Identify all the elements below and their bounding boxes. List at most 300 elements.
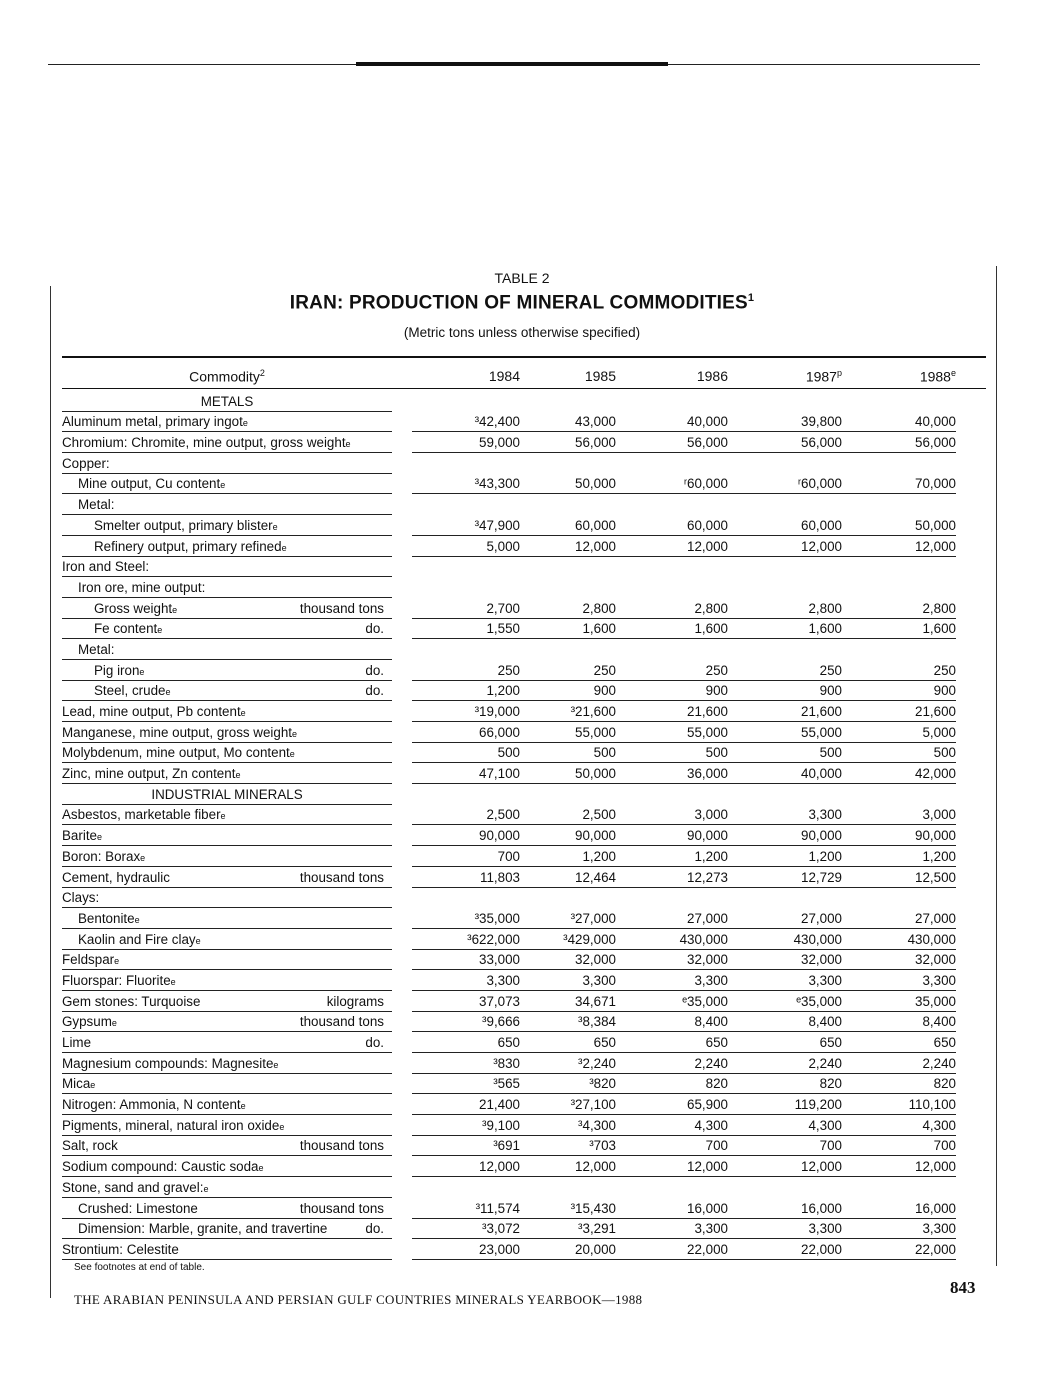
- commodity-label: Metal:: [78, 497, 115, 513]
- commodity-cell: [62, 1053, 392, 1074]
- commodity-cell: [62, 1115, 392, 1136]
- estimate-mark: e: [240, 1101, 246, 1112]
- commodity-label: Kaolin and Fire clay: [78, 931, 196, 947]
- value-cell-1988: 2,800: [842, 598, 956, 619]
- value-cell-1987: [728, 557, 842, 578]
- value-cell-1988: 21,600: [842, 701, 956, 722]
- value-cell-1988: 650: [842, 1032, 956, 1053]
- commodity-cell: [62, 619, 392, 640]
- value-cell-1984: 33,000: [412, 950, 520, 971]
- unit-label: thousand tons: [299, 1200, 384, 1216]
- estimate-mark: e: [96, 832, 102, 843]
- value-cell-1988: [842, 391, 956, 412]
- table-row: [62, 1115, 986, 1136]
- value-cell-1985: 900: [520, 681, 616, 702]
- right-margin-rule: [996, 266, 997, 1266]
- value-cell-1988: 820: [842, 1074, 956, 1095]
- commodity-label: Mica: [62, 1076, 91, 1092]
- value-cell-1985: ³4,300: [520, 1115, 616, 1136]
- table-row: [62, 1239, 986, 1260]
- value-cell-1986: 40,000: [616, 412, 728, 433]
- commodity-cell: [62, 494, 392, 515]
- table-row: [62, 825, 986, 846]
- commodity-cell: [62, 722, 392, 743]
- value-cell-1986: 8,400: [616, 1012, 728, 1033]
- value-cell-1984: ³622,000: [412, 929, 520, 950]
- header-year-1988-mark: e: [950, 367, 956, 378]
- table-row: [62, 763, 986, 784]
- unit-label: thousand tons: [299, 1014, 384, 1030]
- commodity-cell: [62, 1198, 392, 1219]
- table-row: [62, 681, 986, 702]
- value-cell-1984: [412, 577, 520, 598]
- value-cell-1985: 3,300: [520, 970, 616, 991]
- value-cell-1987: [728, 1177, 842, 1198]
- commodity-label: Steel, crude: [94, 683, 166, 699]
- header-year-1984: [412, 368, 520, 384]
- value-cell-1984: 2,700: [412, 598, 520, 619]
- commodity-label: Aluminum metal, primary ingot: [62, 414, 243, 430]
- table-title-text: IRAN: PRODUCTION OF MINERAL COMMODITIES: [289, 292, 748, 314]
- commodity-cell: [62, 1177, 392, 1198]
- value-cell-1986: 21,600: [616, 701, 728, 722]
- value-cell-1986: 3,300: [616, 970, 728, 991]
- estimate-mark: e: [111, 1018, 117, 1029]
- estimate-mark: e: [140, 852, 146, 863]
- value-cell-1986: 2,240: [616, 1053, 728, 1074]
- value-cell-1985: 50,000: [520, 474, 616, 495]
- value-cell-1988: [842, 639, 956, 660]
- header-commodity-note: 2: [259, 367, 265, 378]
- value-cell-1987: ᵉ35,000: [728, 991, 842, 1012]
- table-row: [62, 970, 986, 991]
- value-cell-1985: 650: [520, 1032, 616, 1053]
- value-cell-1984: 90,000: [412, 825, 520, 846]
- commodity-cell: [62, 1074, 392, 1095]
- value-cell-1985: ³703: [520, 1136, 616, 1157]
- value-cell-1986: [616, 494, 728, 515]
- value-cell-1986: 3,300: [616, 1219, 728, 1240]
- header-year-1985: [520, 368, 616, 384]
- commodity-label: Zinc, mine output, Zn content: [62, 766, 236, 782]
- commodity-cell: [62, 846, 392, 867]
- value-cell-1988: 12,000: [842, 536, 956, 557]
- commodity-cell: [62, 1032, 392, 1053]
- value-cell-1984: 11,803: [412, 867, 520, 888]
- value-cell-1985: [520, 453, 616, 474]
- value-cell-1984: ³42,400: [412, 412, 520, 433]
- table-body: [62, 391, 986, 1260]
- value-cell-1987: 119,200: [728, 1094, 842, 1115]
- value-cell-1985: 1,600: [520, 619, 616, 640]
- commodity-cell: [62, 660, 392, 681]
- value-cell-1986: [616, 639, 728, 660]
- commodity-cell: [62, 474, 392, 495]
- commodity-label: Refinery output, primary refined: [94, 538, 282, 554]
- value-cell-1988: 1,200: [842, 846, 956, 867]
- table-row: [62, 432, 986, 453]
- value-cell-1985: 90,000: [520, 825, 616, 846]
- table-row: [62, 867, 986, 888]
- commodity-cell: [62, 763, 392, 784]
- value-cell-1987: 40,000: [728, 763, 842, 784]
- commodity-label: Boron: Borax: [62, 848, 141, 864]
- commodity-cell: [62, 681, 392, 702]
- value-cell-1988: [842, 453, 956, 474]
- unit-label: do.: [365, 662, 384, 678]
- commodity-cell: [62, 888, 392, 909]
- value-cell-1986: [616, 557, 728, 578]
- value-cell-1985: 500: [520, 743, 616, 764]
- table-row: [62, 929, 986, 950]
- value-cell-1984: [412, 639, 520, 660]
- commodity-label: Sodium compound: Caustic soda: [62, 1159, 259, 1175]
- estimate-mark: e: [273, 1059, 279, 1070]
- value-cell-1984: 37,073: [412, 991, 520, 1012]
- top-rule-thick: [356, 62, 668, 66]
- commodity-label: Bentonite: [78, 910, 135, 926]
- value-cell-1984: 21,400: [412, 1094, 520, 1115]
- commodity-cell: [62, 1219, 392, 1240]
- value-cell-1985: 2,800: [520, 598, 616, 619]
- table-row: [62, 722, 986, 743]
- value-cell-1984: [412, 453, 520, 474]
- value-cell-1985: [520, 391, 616, 412]
- commodity-label: Fluorspar: Fluorite: [62, 972, 171, 988]
- table-row: [62, 515, 986, 536]
- page-number: 843: [950, 1278, 976, 1297]
- value-cell-1988: 16,000: [842, 1198, 956, 1219]
- value-cell-1986: 3,000: [616, 805, 728, 826]
- value-cell-1988: 110,100: [842, 1094, 956, 1115]
- table-row: [62, 1012, 986, 1033]
- table-row: [62, 743, 986, 764]
- estimate-mark: e: [114, 956, 120, 967]
- value-cell-1986: ʳ60,000: [616, 474, 728, 495]
- estimate-mark: e: [157, 625, 163, 636]
- value-cell-1984: ³691: [412, 1136, 520, 1157]
- table-title: [0, 292, 1044, 314]
- value-cell-1984: 5,000: [412, 536, 520, 557]
- value-cell-1987: 250: [728, 660, 842, 681]
- value-cell-1987: 90,000: [728, 825, 842, 846]
- table-row: [62, 474, 986, 495]
- commodity-label: Smelter output, primary blister: [94, 517, 273, 533]
- value-cell-1986: [616, 784, 728, 805]
- value-cell-1987: 2,240: [728, 1053, 842, 1074]
- value-cell-1987: [728, 453, 842, 474]
- commodity-label: Chromium: Chromite, mine output, gross weight: [62, 435, 346, 451]
- commodity-label: METALS: [200, 393, 254, 409]
- value-cell-1987: 650: [728, 1032, 842, 1053]
- estimate-mark: e: [240, 708, 246, 718]
- table-row: [62, 1032, 986, 1053]
- unit-label: thousand tons: [299, 1138, 384, 1154]
- value-cell-1988: [842, 577, 956, 598]
- value-cell-1985: 56,000: [520, 432, 616, 453]
- table-row: [62, 577, 986, 598]
- table-subtitle: (Metric tons unless otherwise specified): [403, 325, 641, 340]
- commodity-cell: [62, 391, 392, 412]
- estimate-mark: e: [279, 1121, 285, 1132]
- value-cell-1988: 430,000: [842, 929, 956, 950]
- value-cell-1985: 1,200: [520, 846, 616, 867]
- value-cell-1984: 3,300: [412, 970, 520, 991]
- value-cell-1988: 900: [842, 681, 956, 702]
- value-cell-1988: 27,000: [842, 908, 956, 929]
- table-row: [62, 639, 986, 660]
- value-cell-1988: 32,000: [842, 950, 956, 971]
- value-cell-1986: 60,000: [616, 515, 728, 536]
- value-cell-1985: [520, 639, 616, 660]
- unit-label: do.: [365, 683, 384, 699]
- estimate-mark: e: [220, 480, 226, 491]
- value-cell-1988: 70,000: [842, 474, 956, 495]
- commodity-cell: [62, 1136, 392, 1157]
- value-cell-1985: 2,500: [520, 805, 616, 826]
- value-cell-1985: 12,000: [520, 1156, 616, 1177]
- commodity-label: Clays:: [62, 890, 100, 906]
- value-cell-1987: 12,000: [728, 536, 842, 557]
- value-cell-1986: [616, 577, 728, 598]
- header-year-1986-text: 1986: [696, 368, 728, 384]
- value-cell-1987: 820: [728, 1074, 842, 1095]
- commodity-label: Fe content: [94, 621, 158, 637]
- value-cell-1986: 650: [616, 1032, 728, 1053]
- value-cell-1987: 700: [728, 1136, 842, 1157]
- commodity-label: Molybdenum, mine output, Mo content: [62, 745, 290, 761]
- header-year-1987-text: 1987: [805, 368, 837, 385]
- value-cell-1984: 47,100: [412, 763, 520, 784]
- value-cell-1984: ³43,300: [412, 474, 520, 495]
- commodity-cell: [62, 639, 392, 660]
- section-header-row: [62, 391, 986, 412]
- value-cell-1988: 3,300: [842, 1219, 956, 1240]
- value-cell-1985: ³429,000: [520, 929, 616, 950]
- value-cell-1987: 500: [728, 743, 842, 764]
- value-cell-1988: 8,400: [842, 1012, 956, 1033]
- commodity-cell: [62, 1239, 392, 1260]
- value-cell-1984: ³11,574: [412, 1198, 520, 1219]
- value-cell-1987: 32,000: [728, 950, 842, 971]
- value-cell-1985: ³2,240: [520, 1053, 616, 1074]
- value-cell-1984: ³830: [412, 1053, 520, 1074]
- value-cell-1986: 22,000: [616, 1239, 728, 1260]
- value-cell-1986: 65,900: [616, 1094, 728, 1115]
- value-cell-1984: 59,000: [412, 432, 520, 453]
- value-cell-1986: ᵉ35,000: [616, 991, 728, 1012]
- commodity-cell: [62, 784, 392, 805]
- value-cell-1987: 56,000: [728, 432, 842, 453]
- value-cell-1987: [728, 888, 842, 909]
- commodity-cell: [62, 515, 392, 536]
- estimate-mark: e: [134, 914, 140, 925]
- commodity-cell: [62, 950, 392, 971]
- value-cell-1987: 16,000: [728, 1198, 842, 1219]
- commodity-label: Strontium: Celestite: [62, 1241, 179, 1257]
- value-cell-1986: 36,000: [616, 763, 728, 784]
- commodity-label: Gross weight: [94, 600, 173, 616]
- value-cell-1986: 32,000: [616, 950, 728, 971]
- value-cell-1985: ³3,291: [520, 1219, 616, 1240]
- commodity-label: Stone, sand and gravel:: [62, 1179, 204, 1195]
- header-year-1988: [842, 368, 956, 385]
- value-cell-1984: 66,000: [412, 722, 520, 743]
- value-cell-1984: [412, 888, 520, 909]
- commodity-label: Crushed: Limestone: [78, 1200, 198, 1216]
- value-cell-1988: 250: [842, 660, 956, 681]
- commodity-cell: [62, 557, 392, 578]
- running-footer: THE ARABIAN PENINSULA AND PERSIAN GULF COUNTRIES MINERALS YEARBOOK—1988: [74, 1292, 643, 1307]
- value-cell-1988: 12,500: [842, 867, 956, 888]
- value-cell-1986: 55,000: [616, 722, 728, 743]
- value-cell-1987: [728, 784, 842, 805]
- value-cell-1987: 900: [728, 681, 842, 702]
- value-cell-1987: 3,300: [728, 970, 842, 991]
- estimate-mark: e: [281, 542, 287, 553]
- value-cell-1985: 12,000: [520, 536, 616, 557]
- header-top-rule: [62, 356, 986, 358]
- value-cell-1986: [616, 1177, 728, 1198]
- commodity-label: Gypsum: [62, 1014, 112, 1030]
- value-cell-1986: 500: [616, 743, 728, 764]
- value-cell-1987: [728, 577, 842, 598]
- value-cell-1985: 34,671: [520, 991, 616, 1012]
- value-cell-1987: 12,000: [728, 1156, 842, 1177]
- table-row: [62, 536, 986, 557]
- table-row: [62, 1053, 986, 1074]
- value-cell-1984: ³9,100: [412, 1115, 520, 1136]
- value-cell-1987: [728, 639, 842, 660]
- commodity-label: Pigments, mineral, natural iron oxide: [62, 1117, 280, 1133]
- table-row: [62, 950, 986, 971]
- table-row: [62, 557, 986, 578]
- value-cell-1988: 90,000: [842, 825, 956, 846]
- value-cell-1985: ³8,384: [520, 1012, 616, 1033]
- estimate-mark: e: [90, 1080, 96, 1091]
- commodity-cell: [62, 432, 392, 453]
- commodity-label: Iron ore, mine output:: [78, 579, 206, 595]
- title-footnote-mark: 1: [747, 292, 755, 304]
- value-cell-1984: ³3,072: [412, 1219, 520, 1240]
- header-year-1984-text: 1984: [488, 368, 520, 384]
- header-year-1988-text: 1988: [919, 368, 951, 385]
- production-table: [62, 356, 986, 1260]
- value-cell-1985: 12,464: [520, 867, 616, 888]
- commodity-label: Magnesium compounds: Magnesite: [62, 1055, 274, 1071]
- estimate-mark: e: [195, 935, 201, 946]
- value-cell-1987: 1,200: [728, 846, 842, 867]
- section-header-row: [62, 784, 986, 805]
- value-cell-1984: 650: [412, 1032, 520, 1053]
- value-cell-1988: 5,000: [842, 722, 956, 743]
- value-cell-1988: 35,000: [842, 991, 956, 1012]
- table-header: [62, 364, 986, 389]
- value-cell-1984: 1,550: [412, 619, 520, 640]
- commodity-cell: [62, 929, 392, 950]
- table-row: [62, 701, 986, 722]
- commodity-label: Cement, hydraulic: [62, 869, 170, 885]
- value-cell-1985: 60,000: [520, 515, 616, 536]
- header-year-1986: [616, 368, 728, 384]
- estimate-mark: e: [172, 604, 178, 615]
- commodity-label: Metal:: [78, 641, 115, 657]
- value-cell-1985: 43,000: [520, 412, 616, 433]
- value-cell-1988: 2,240: [842, 1053, 956, 1074]
- commodity-label: Nitrogen: Ammonia, N content: [62, 1097, 241, 1113]
- value-cell-1984: [412, 557, 520, 578]
- value-cell-1988: 22,000: [842, 1239, 956, 1260]
- estimate-mark: e: [220, 811, 226, 822]
- commodity-cell: [62, 970, 392, 991]
- value-cell-1988: 50,000: [842, 515, 956, 536]
- value-cell-1984: [412, 1177, 520, 1198]
- value-cell-1987: 60,000: [728, 515, 842, 536]
- estimate-mark: e: [139, 666, 145, 677]
- value-cell-1985: [520, 494, 616, 515]
- estimate-mark: e: [203, 1183, 209, 1194]
- value-cell-1986: 56,000: [616, 432, 728, 453]
- table-row: [62, 453, 986, 474]
- value-cell-1985: ³27,000: [520, 908, 616, 929]
- commodity-label: Gem stones: Turquoise: [62, 993, 201, 1009]
- header-year-1985-text: 1985: [584, 368, 616, 384]
- value-cell-1986: 820: [616, 1074, 728, 1095]
- value-cell-1987: 3,300: [728, 1219, 842, 1240]
- commodity-label: Lead, mine output, Pb content: [62, 704, 241, 719]
- commodity-cell: [62, 1094, 392, 1115]
- value-cell-1988: [842, 888, 956, 909]
- commodity-label: Manganese, mine output, gross weight: [62, 724, 293, 740]
- commodity-label: Copper:: [62, 455, 110, 471]
- commodity-cell: [62, 867, 392, 888]
- table-row: [62, 619, 986, 640]
- value-cell-1986: 1,600: [616, 619, 728, 640]
- value-cell-1987: 39,800: [728, 412, 842, 433]
- value-cell-1985: [520, 1177, 616, 1198]
- value-cell-1988: 56,000: [842, 432, 956, 453]
- value-cell-1987: ʳ60,000: [728, 474, 842, 495]
- value-cell-1986: 16,000: [616, 1198, 728, 1219]
- left-margin-rule: [50, 286, 51, 1298]
- commodity-label: Mine output, Cu content: [78, 476, 221, 492]
- commodity-cell: [62, 412, 392, 433]
- value-cell-1985: [520, 784, 616, 805]
- value-cell-1986: [616, 888, 728, 909]
- value-cell-1986: 2,800: [616, 598, 728, 619]
- value-cell-1987: 8,400: [728, 1012, 842, 1033]
- value-cell-1984: [412, 391, 520, 412]
- commodity-label: Iron and Steel:: [62, 559, 150, 575]
- value-cell-1988: [842, 784, 956, 805]
- value-cell-1984: ³565: [412, 1074, 520, 1095]
- table-row: [62, 412, 986, 433]
- header-commodity-text: Commodity: [189, 368, 260, 385]
- table-row: [62, 660, 986, 681]
- value-cell-1988: 42,000: [842, 763, 956, 784]
- value-cell-1988: 700: [842, 1136, 956, 1157]
- value-cell-1987: 1,600: [728, 619, 842, 640]
- commodity-label: Salt, rock: [62, 1138, 118, 1154]
- value-cell-1987: 55,000: [728, 722, 842, 743]
- commodity-cell: [62, 701, 392, 722]
- value-cell-1986: 700: [616, 1136, 728, 1157]
- commodity-cell: [62, 453, 392, 474]
- commodity-cell: [62, 991, 392, 1012]
- value-cell-1984: 23,000: [412, 1239, 520, 1260]
- value-cell-1984: ³9,666: [412, 1012, 520, 1033]
- value-cell-1984: 1,200: [412, 681, 520, 702]
